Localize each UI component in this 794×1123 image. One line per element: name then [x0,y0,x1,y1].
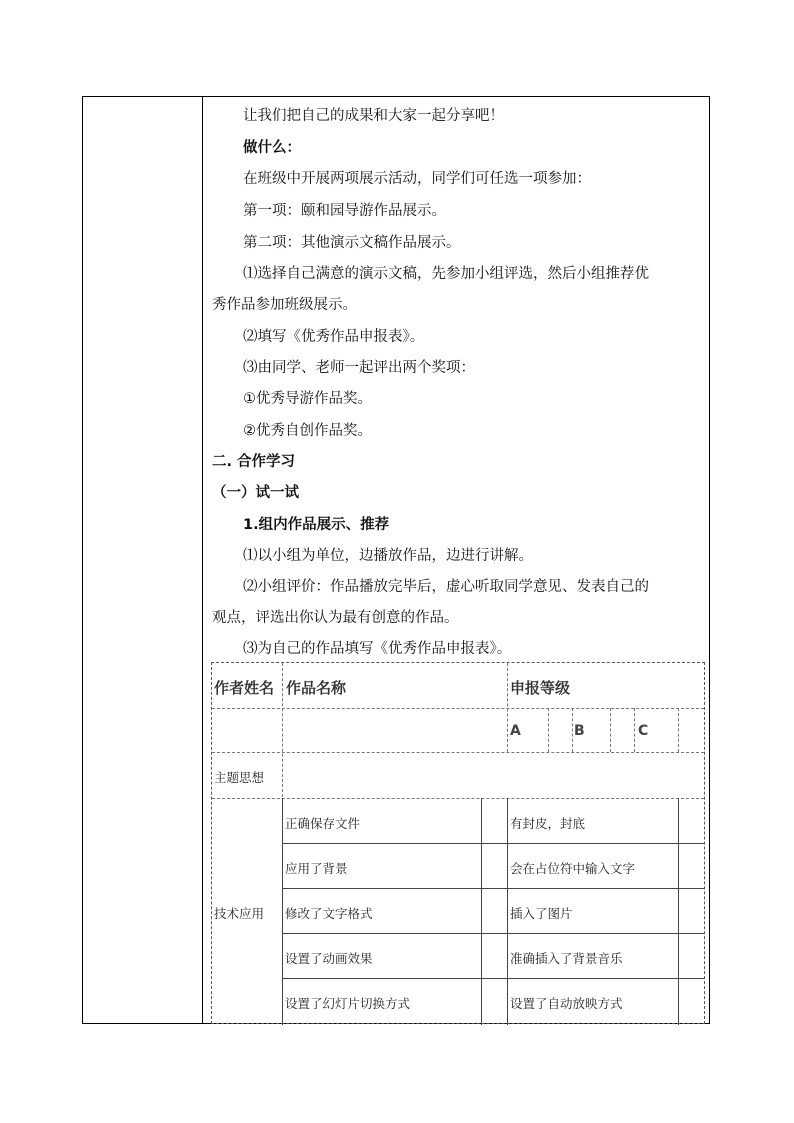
tech-item-right-3: 插入了图片 [510,906,573,921]
work-title-label: 作品名称 [286,679,347,697]
grade-a-option[interactable]: A [510,723,521,739]
step-1-line-2: 秀作品参加班级展示。 [212,297,357,313]
step-3: ⑶由同学、老师一起评出两个奖项： [243,360,475,376]
paragraph-1: ⑴以小组为单位，边播放作品，边进行讲解。 [243,548,533,564]
step-1-line-1: ⑴选择自己满意的演示文稿，先参加小组评选，然后小组推荐优 [243,266,649,282]
subsection-1-heading: （一）试一试 [212,485,299,501]
left-column-cell [83,97,203,1023]
activities-intro: 在班级中开展两项展示活动，同学们可任选一项参加： [243,171,591,187]
paragraph-2-line-2: 观点，评选出你认为最有创意的作品。 [212,610,459,626]
section-2-heading: 二. 合作学习 [212,454,296,470]
grade-c-option[interactable]: C [638,723,649,739]
tech-item-left-2: 应用了背景 [285,861,348,876]
subsection-1-1-heading: 1.组内作品展示、推荐 [243,517,390,533]
paragraph-3: ⑶为自己的作品填写《优秀作品申报表》。 [243,641,512,657]
tech-item-right-5: 设置了自动放映方式 [510,996,623,1011]
intro-text: 让我们把自己的成果和大家一起分享吧！ [243,108,504,124]
award-2: ②优秀自创作品奖。 [243,423,372,439]
activity-item-2: 第二项：其他演示文稿作品展示。 [243,235,461,251]
tech-application-label: 技术应用 [214,906,265,921]
activity-item-1: 第一项：颐和园导游作品展示。 [243,203,446,219]
tech-item-left-5: 设置了幻灯片切换方式 [285,996,411,1011]
author-name-label: 作者姓名 [214,679,275,697]
tech-item-left-4: 设置了动画效果 [285,951,373,966]
tech-item-left-3: 修改了文字格式 [285,906,373,921]
step-2: ⑵填写《优秀作品申报表》。 [243,329,425,345]
tech-item-right-2: 会在占位符中输入文字 [510,861,636,876]
paragraph-2-line-1: ⑵小组评价：作品播放完毕后，虚心听取同学意见、发表自己的 [243,579,649,595]
award-1: ①优秀导游作品奖。 [243,391,372,407]
application-level-label: 申报等级 [510,679,571,697]
tech-item-left-1: 正确保存文件 [285,816,361,831]
grade-b-option[interactable]: B [574,723,585,739]
application-form-table [211,662,705,1024]
tech-item-right-4: 准确插入了背景音乐 [510,951,623,966]
what-to-do-heading: 做什么： [243,140,301,156]
tech-item-right-1: 有封皮，封底 [510,816,586,831]
theme-label: 主题思想 [214,770,265,785]
